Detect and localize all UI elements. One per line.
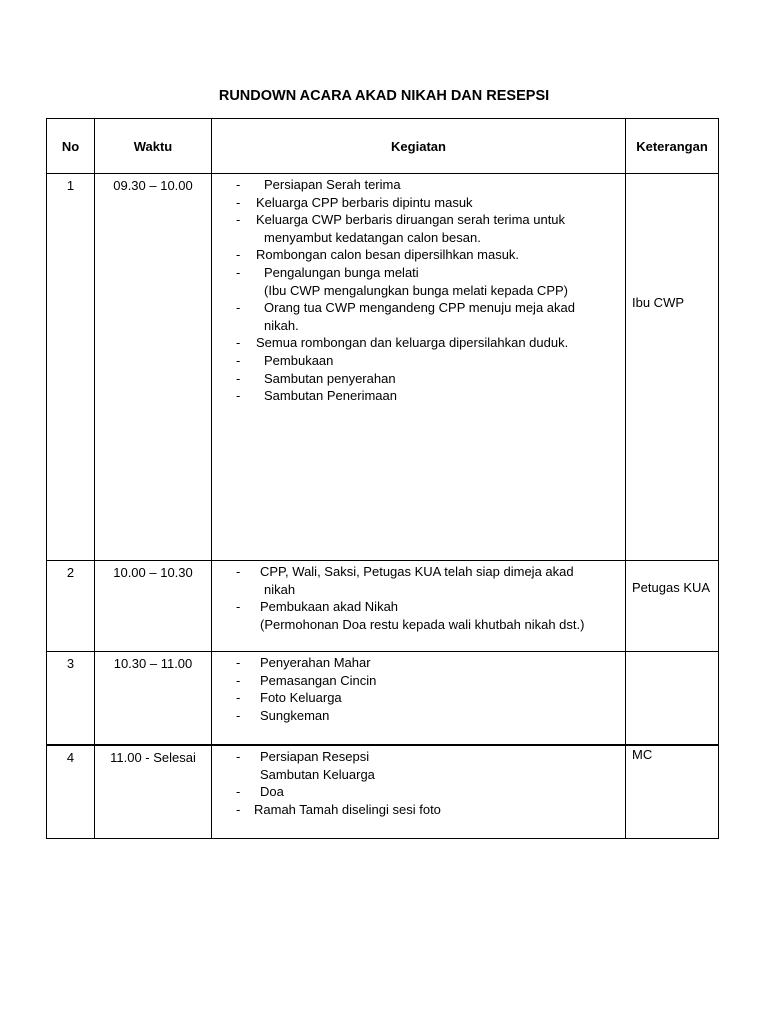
kegiatan-line (212, 176, 625, 194)
bullet-dash: - (236, 300, 241, 316)
kegiatan-text: Foto Keluarga (260, 690, 342, 706)
kegiatan-line (212, 229, 625, 247)
row-keterangan: MC (626, 745, 719, 839)
kegiatan-text: Pembukaan akad Nikah (260, 599, 399, 615)
bullet-dash: - (236, 194, 241, 210)
bullet-dash: - (236, 370, 241, 386)
bullet-dash: - (236, 655, 241, 670)
header-kegiatan: Kegiatan (212, 119, 626, 174)
bullet-dash: - (236, 784, 241, 800)
row-number: 2 (47, 561, 95, 652)
bullet-dash: - (236, 672, 241, 688)
bullet-dash: - (236, 388, 241, 404)
kegiatan-line (212, 748, 625, 766)
kegiatan-text: Keluarga CWP berbaris diruangan serah terima untuk (256, 212, 566, 228)
kegiatan-text: Ramah Tamah diselingi sesi foto (254, 801, 441, 817)
document-title: RUNDOWN ACARA AKAD NIKAH DAN RESEPSI (218, 88, 550, 104)
row-number: 1 (47, 174, 95, 561)
kegiatan-text: Sungkeman (260, 707, 330, 723)
table-row (47, 561, 719, 652)
kegiatan-text: Persiapan Resepsi (260, 749, 370, 764)
row-waktu: 09.30 – 10.00 (95, 174, 212, 561)
row-kegiatan (212, 652, 626, 746)
header-keterangan: Keterangan (626, 119, 719, 174)
bullet-dash: - (236, 707, 241, 723)
kegiatan-line (212, 672, 625, 690)
kegiatan-line (212, 194, 625, 212)
kegiatan-line (212, 598, 625, 616)
kegiatan-line (212, 264, 625, 282)
row-waktu: 11.00 - Selesai (95, 745, 212, 839)
row-number: 3 (47, 652, 95, 746)
bullet-dash: - (236, 335, 241, 351)
kegiatan-text: Keluarga CPP berbaris dipintu masuk (256, 194, 473, 210)
kegiatan-line (212, 246, 625, 264)
table-row (47, 652, 719, 746)
kegiatan-line (212, 352, 625, 370)
header-no: No (47, 119, 95, 174)
kegiatan-line (212, 707, 625, 725)
kegiatan-text: (Ibu CWP mengalungkan bunga melati kepada CPP) (264, 282, 568, 298)
kegiatan-text: Penyerahan Mahar (260, 655, 371, 670)
kegiatan-text: Sambutan Penerimaan (264, 388, 397, 404)
kegiatan-text: Pemasangan Cincin (260, 672, 377, 688)
row-kegiatan (212, 174, 626, 561)
kegiatan-line (212, 563, 625, 581)
kegiatan-line (212, 654, 625, 672)
row-kegiatan (212, 561, 626, 652)
kegiatan-text: nikah. (264, 317, 299, 333)
kegiatan-line (212, 334, 625, 352)
kegiatan-text: Sambutan penyerahan (264, 370, 396, 386)
kegiatan-text: (Permohonan Doa restu kepada wali khutbah nikah dst.) (260, 616, 585, 632)
header-waktu: Waktu (95, 119, 212, 174)
row-waktu: 10.00 – 10.30 (95, 561, 212, 652)
row-keterangan: Petugas KUA (626, 561, 719, 652)
bullet-dash: - (236, 264, 241, 280)
bullet-dash: - (236, 749, 241, 764)
kegiatan-line (212, 689, 625, 707)
kegiatan-text: Rombongan calon besan dipersilhkan masuk. (256, 247, 520, 263)
kegiatan-text: Orang tua CWP mengandeng CPP menuju meja akad (264, 300, 575, 316)
row-kegiatan (212, 745, 626, 839)
bullet-dash: - (236, 599, 241, 615)
kegiatan-text: Semua rombongan dan keluarga dipersilahkan duduk. (256, 335, 569, 351)
kegiatan-line (212, 387, 625, 405)
kegiatan-text: menyambut kedatangan calon besan. (264, 229, 481, 245)
bullet-dash: - (236, 690, 241, 706)
kegiatan-line (212, 370, 625, 388)
table-row (47, 174, 719, 561)
kegiatan-line (212, 282, 625, 300)
row-waktu: 10.30 – 11.00 (95, 652, 212, 746)
kegiatan-text: Pengalungan bunga melati (264, 264, 419, 280)
kegiatan-text: Doa (260, 784, 284, 800)
kegiatan-line (212, 317, 625, 335)
bullet-dash: - (236, 212, 241, 228)
kegiatan-text: Pembukaan (264, 352, 334, 368)
kegiatan-line (212, 783, 625, 801)
kegiatan-line (212, 616, 625, 634)
kegiatan-line (212, 581, 625, 599)
bullet-dash: - (236, 247, 241, 263)
kegiatan-text: CPP, Wali, Saksi, Petugas KUA telah siap dimeja akad (260, 564, 574, 579)
bullet-dash: - (236, 801, 241, 817)
kegiatan-line (212, 801, 625, 819)
kegiatan-text: Sambutan Keluarga (260, 766, 375, 782)
row-keterangan: Ibu CWP (626, 174, 719, 561)
table-header-row (47, 119, 719, 174)
kegiatan-text: nikah (264, 581, 296, 597)
kegiatan-line (212, 299, 625, 317)
row-keterangan (626, 652, 719, 746)
bullet-dash: - (236, 564, 241, 579)
table-row (47, 745, 719, 839)
kegiatan-text: Persiapan Serah terima (264, 177, 401, 192)
kegiatan-line (212, 766, 625, 784)
rundown-table (46, 118, 719, 839)
bullet-dash: - (236, 177, 241, 192)
bullet-dash: - (236, 352, 241, 368)
kegiatan-line (212, 211, 625, 229)
row-number: 4 (47, 745, 95, 839)
